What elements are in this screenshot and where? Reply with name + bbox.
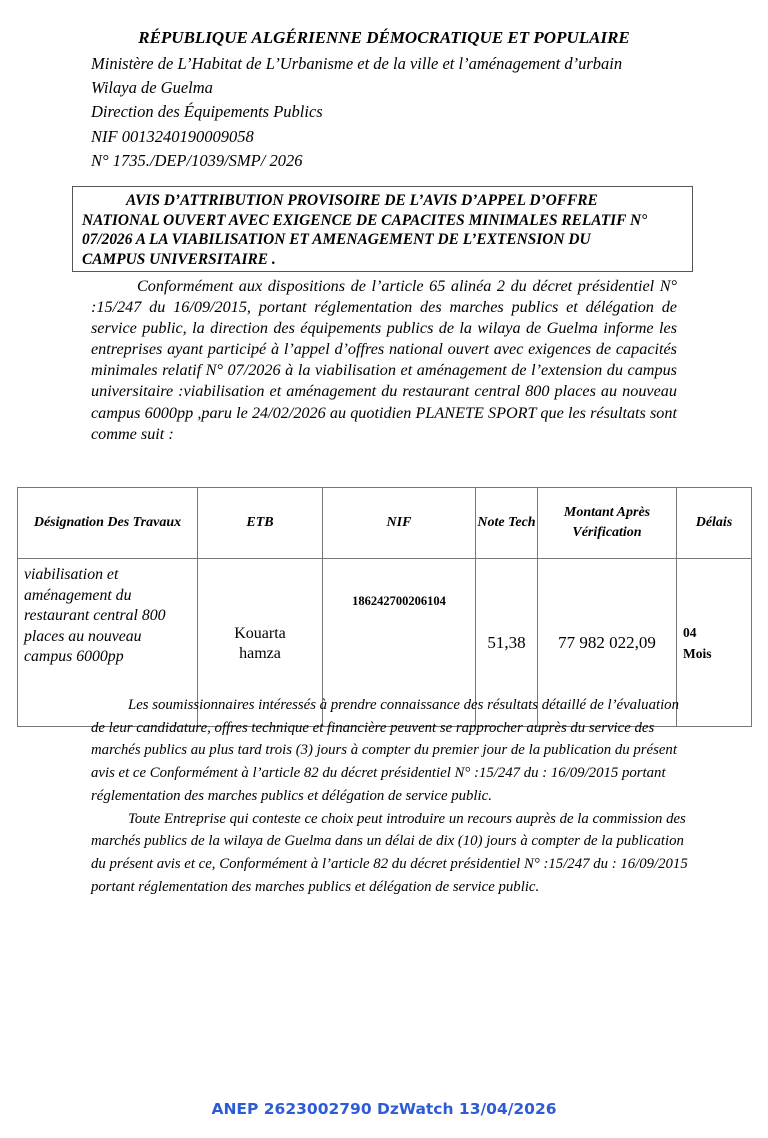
cell-note-tech: 51,38 <box>476 559 538 727</box>
intro-text: Conformément aux dispositions de l’article 65 alinéa 2 du décret présidentiel N° :15/247 du 16/09/2015, portant réglementation des marches publics et délégation de service public, la direction des équipements publics de la wilaya de Guelma informe les entreprises ayant participé à l’appel d’offres national ouvert avec exigences de capacités minimales relatif N° 07/2026 à la viabilisation et aménagement de l’extension du campus universitaire :viabilisation et aménagement du restaurant central 800 places au nouveau campus 6000pp ,paru le 24/02/2026 au quotidien PLANETE SPORT que les résultats sont comme suit : <box>91 277 677 443</box>
header-montant: Montant Après Vérification <box>538 488 677 559</box>
wilaya-line: Wilaya de Guelma <box>91 78 213 98</box>
notice-title-line: AVIS D’ATTRIBUTION PROVISOIRE DE L’AVIS D’APPEL D’OFFRE <box>126 192 598 209</box>
nif-line: NIF 0013240190009058 <box>91 126 254 146</box>
company-name: Kouarta hamza <box>234 624 286 662</box>
reference-number-line: N° 1735./DEP/1039/SMP/ 2026 <box>91 150 303 170</box>
notice-title <box>82 191 682 269</box>
direction-line: Direction des Équipements Publics <box>91 102 323 122</box>
notice-title-box <box>72 186 693 272</box>
header-delais: Délais <box>677 488 752 559</box>
header-note-tech: Note Tech <box>476 488 538 559</box>
notice-title-line: CAMPUS UNIVERSITAIRE . <box>82 250 276 268</box>
header-etb: ETB <box>198 488 323 559</box>
cell-designation: viabilisation et aménagement du restaurant central 800 places au nouveau campus 6000pp <box>18 559 198 727</box>
cell-nif: 186242700206104 <box>323 559 476 727</box>
header-designation: Désignation Des Travaux <box>18 488 198 559</box>
ministry-line: Ministère de L’Habitat de L’Urbanisme et de la ville et l’aménagement d’urbain <box>91 54 623 73</box>
notice-title-line: NATIONAL OUVERT AVEC EXIGENCE DE CAPACITES MINIMALES RELATIF N° <box>82 211 648 229</box>
results-consultation-paragraph: Les soumissionnaires intéressés à prendre connaissance des résultats détaillé de l’évaluation de leur candidature, offres technique et financière peuvent se rapprocher auprès du service des marchés publics au plus tard trois (3) jours à compter du premier jour de la publication du présent avis et ce Conformément à l’article 82 du décret présidentiel N° :15/247 du : 16/09/2015 portant réglementation des marches publics et délégation de service public. <box>91 697 679 804</box>
closing-paragraphs <box>91 694 691 898</box>
cell-montant: 77 982 022,09 <box>538 559 677 727</box>
appeal-paragraph: Toute Entreprise qui conteste ce choix peut introduire un recours auprès de la commission des marchés publics de la wilaya de Guelma dans un délai de dix (10) jours à compter de la publication du présent avis et ce, Conformément à l’article 82 du décret présidentiel N° :15/247 du : 16/09/2015 portant réglementation des marches publics et délégation de service public. <box>91 810 688 895</box>
publication-reference: ANEP 2623002790 DzWatch 13/04/2026 <box>211 1100 557 1118</box>
notice-title-line: 07/2026 A LA VIABILISATION ET AMENAGEMENT DE L’EXTENSION DU <box>82 231 591 248</box>
cell-delais: 04 Mois <box>677 559 752 727</box>
header-nif: NIF <box>323 488 476 559</box>
table-header-row <box>18 488 752 559</box>
intro-paragraph <box>91 276 677 445</box>
results-table <box>17 487 752 727</box>
issuer-block <box>91 52 622 173</box>
republic-heading: RÉPUBLIQUE ALGÉRIENNE DÉMOCRATIQUE ET POPULAIRE <box>138 28 630 47</box>
